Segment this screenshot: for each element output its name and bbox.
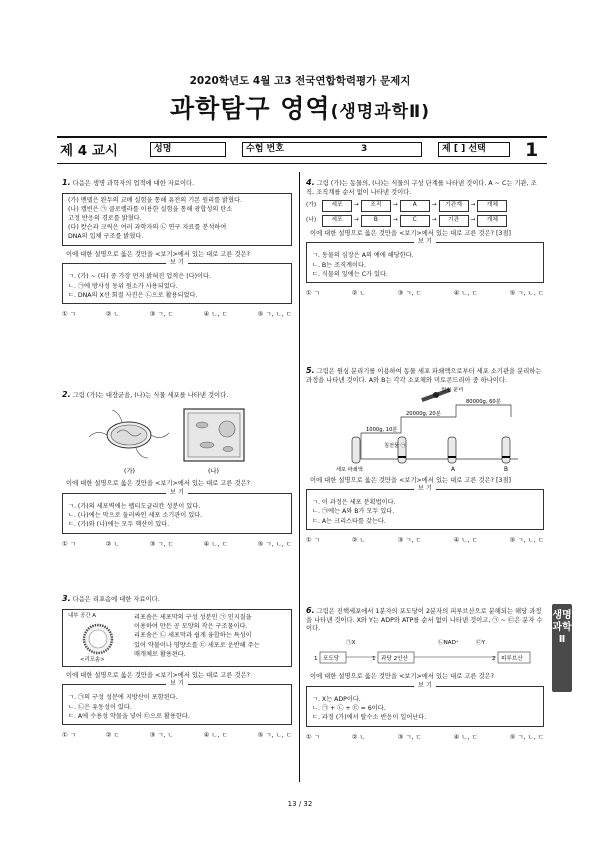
q2-choice-2[interactable]: ② ㄴ [105, 539, 120, 548]
mul-1: 1 [314, 655, 318, 662]
plant-cell-image [184, 409, 244, 461]
q3-choices [62, 731, 292, 740]
q2-choice-4[interactable]: ④ ㄴ, ㄷ [203, 539, 228, 548]
q3-choice-5[interactable]: ⑤ ㄱ, ㄴ, ㄷ [257, 731, 292, 740]
fructose-label: 과당 2인산 [381, 655, 408, 662]
q6-choices [306, 733, 544, 742]
info-rule [57, 163, 547, 164]
q2-choices [62, 540, 292, 549]
q6-choice-1[interactable]: ① ㄱ [306, 732, 320, 741]
q1-bogi: 보 기 ㄱ. (가) ~ (다) 중 가장 먼저 밝혀진 업적은 (다)이다. ㄴ. ㉠에 방사성 동위 원소가 사용되었다. ㄷ. DNA의 X선 회절 사진은 ㉡으로 활용되었다. [62, 263, 292, 304]
choice-field: 제 [ ] 선택 [438, 142, 510, 157]
q6-choice-3[interactable]: ③ ㄱ, ㄷ [397, 732, 422, 741]
centrifuge-figure [306, 387, 544, 473]
x-label: ㉠X [346, 639, 356, 646]
liposome-image [68, 621, 128, 661]
q5-choice-5[interactable]: ⑤ ㄱ, ㄴ, ㄷ [509, 536, 544, 545]
question-4: 4. 그림 (가)는 동물의, (나)는 식물의 구성 단계를 나타낸 것이다. A ~ C는 기관, 조직, 조직계를 순서 없이 나타낸 것이다. (가) 세포 → 조직 → A → 기관계 → 개체 (나) 세포 → B → C → 기관 → 개체 이에 대한 설명으로 옳은 것만을 <보기>에서 있는 대로 고른 것은? [3점] 보 기 ㄱ. 동물의 심장은 A의 예에 해당한다. ㄴ. B는 조직계이다. ㄷ. 식물의 잎에는 C가 있다. ① ㄱ ② ㄴ ③ ㄱ, ㄷ ④ ㄴ, ㄷ ⑤ ㄱ, ㄴ, ㄷ [306, 178, 544, 298]
q6-choice-5[interactable]: ⑤ ㄱ, ㄴ, ㄷ [509, 732, 544, 741]
q2-bogi: 보 기 ㄱ. (가)의 세포벽에는 펩티도글리칸 성분이 있다. ㄴ. (나)에는 막으로 둘러싸인 세포 소기관이 있다. ㄷ. (가)와 (나)에는 모두 핵산이 있다. [62, 493, 292, 534]
centrifuge-label: 원심 분리 [441, 387, 464, 394]
period-label: 제 4 교시 [60, 143, 118, 159]
figure-label-b: (나) [208, 467, 219, 475]
q6-choice-2[interactable]: ② ㄴ [351, 732, 366, 741]
exam-line: 2020학년도 4월 고3 전국연합학력평가 문제지 [189, 75, 411, 87]
q6-choice-4[interactable]: ④ ㄴ, ㄷ [453, 732, 478, 741]
q2-choice-1[interactable]: ① ㄱ [62, 539, 76, 548]
q4-choices [306, 289, 544, 298]
q1-choice-5[interactable]: ⑤ ㄱ, ㄴ, ㄷ [257, 310, 292, 319]
question-2: 2. 그림 (가)는 대장균을, (나)는 식물 세포를 나타낸 것이다. (가) (나) 이에 대한 설명으로 옳은 것만을 <보기>에서 있는 대로 고른 것은? 보 기 ㄱ. (가)의 세포벽에는 펩티도글리칸 성분이 있다. ㄴ. (나)에는 막으로 둘러싸인 세포 소기관이 있다. ㄷ. (가)와 (나)에는 모두 핵산이 있다. ① ㄱ ② ㄴ ③ ㄱ, ㄷ ④ ㄴ, ㄷ ⑤ ㄱ, ㄴ, ㄷ [62, 390, 292, 548]
organelle-a-label: A [451, 467, 455, 474]
exam-number-field: 수험 번호 3 [242, 142, 422, 157]
q5-bogi: 보 기 ㄱ. 이 과정은 세포 분획법이다. ㄴ. ㉠에는 A와 B가 모두 있다. ㄷ. A는 크리스타를 갖는다. [306, 489, 544, 530]
q5-choice-3[interactable]: ③ ㄱ, ㄷ [397, 536, 422, 545]
q3-bogi: 보 기 ㄱ. ㉠의 구성 성분에 지방산이 포함된다. ㄴ. ㉡은 유동성이 있다. ㄷ. A에 수용성 약물을 넣어 ㉢으로 활용한다. [62, 684, 292, 725]
mul-2: 2 [492, 655, 496, 662]
bacteria-image [89, 410, 169, 458]
step1-label: 1000g, 10분 [366, 427, 398, 434]
name-field: 성명 [150, 142, 226, 157]
plant-hierarchy-flow: (나) 세포 → B → C → 기관 → 개체 [306, 215, 544, 227]
q5-choices [306, 536, 544, 545]
subject-side-tab: 생명과학Ⅱ [552, 604, 572, 692]
y-label: ㉢Y [476, 639, 486, 646]
q1-choice-4[interactable]: ④ ㄴ, ㄷ [203, 310, 228, 319]
q4-choice-2[interactable]: ② ㄴ [351, 289, 366, 298]
step3-label: 80000g, 60분 [466, 399, 501, 406]
q3-choice-4[interactable]: ④ ㄴ, ㄷ [203, 731, 228, 740]
pellet-label: 침전물 ㉠ [384, 443, 406, 450]
question-1: 1. 다음은 생명 과학자의 업적에 대한 자료이다. (가) 멘델은 완두의 교배 실험을 통해 유전의 기본 원리를 밝혔다. (나) 캘빈은 ㉠ 클로렐라를 이용한 실험을 통해 광합성의 탄소 고정 반응의 경로를 밝혔다. (다) 왓슨과 크릭은 여러 과학자의 ㉡ 연구 자료를 분석하여 DNA의 입체 구조를 밝혔다. 이에 대한 설명으로 옳은 것만을 <보기>에서 있는 대로 고른 것은? 보 기 ㄱ. (가) ~ (다) 중 가장 먼저 밝혀진 업적은 (다)이다. ㄴ. ㉠에 방사성 동위 원소가 사용되었다. ㄷ. DNA의 X선 회절 사진은 ㉡으로 활용되었다. ① ㄱ ② ㄴ ③ ㄱ, ㄷ ④ ㄴ, ㄷ ⑤ ㄱ, ㄴ, ㄷ [62, 178, 292, 319]
q4-choice-4[interactable]: ④ ㄴ, ㄷ [453, 289, 478, 298]
step2-label: 20000g, 20분 [406, 411, 441, 418]
q1-choice-2[interactable]: ② ㄴ [105, 310, 120, 319]
animal-hierarchy-flow: (가) 세포 → 조직 → A → 기관계 → 개체 [306, 200, 544, 212]
page-footer: 13 / 32 [287, 800, 313, 808]
q3-choice-3[interactable]: ③ ㄱ, ㄴ [149, 731, 174, 740]
glucose-label: 포도당 [323, 655, 340, 662]
question-6: 6. 그림은 진핵세포에서 1분자의 포도당이 2분자의 피루브산으로 분해되는 해당 과정을 나타낸 것이다. X와 Y는 ADP와 ATP를 순서 없이 나타낸 것이고, ㉠ ~ ㉢은 분자 수이다. ㉠X ㉡NAD⁺ ㉢Y 1 포도당 1 과당 2인산 2 피루브산 이에 대한 설명으로 옳은 것만을 <보기>에서 있는 대로 고른 것은? 보 기 ㄱ. X는 ADP이다. ㄴ. ㉠ + ㉡ + ㉢ = 6이다. ㄷ. 과정 (가)에서 탈수소 반응이 일어난다. ① ㄱ ② ㄴ ③ ㄱ, ㄷ ④ ㄴ, ㄷ ⑤ ㄱ, ㄴ, ㄷ [306, 606, 544, 741]
q5-choice-4[interactable]: ④ ㄴ, ㄷ [453, 536, 478, 545]
header-rule [57, 136, 547, 138]
q3-source-box: 내부 공간 A <리포솜> 리포솜은 세포막의 구성 성분인 ㉠ 인지질을 이용하여 만든 공 모양의 작은 구조물이다. 리포솜은 ㉡ 세포막과 쉽게 융합하는 특성이 있어 약물이나 영양소를 ㉢ 세포로 운반해 주는 매개체로 활용된다. [62, 609, 292, 667]
q1-choices [62, 310, 292, 319]
pyruvate-label: 피루브산 [501, 655, 523, 662]
q1-choice-3[interactable]: ③ ㄱ, ㄷ [149, 310, 174, 319]
column-divider [299, 172, 300, 782]
glycolysis-figure [306, 636, 544, 670]
subject-title: 과학탐구 영역(생명과학Ⅱ) [169, 94, 431, 123]
mul-1b: 1 [372, 655, 376, 662]
q5-choice-2[interactable]: ② ㄴ [351, 536, 366, 545]
organelle-b-label: B [504, 467, 508, 474]
cell-figure [62, 405, 292, 475]
q3-choice-2[interactable]: ② ㄷ [105, 731, 120, 740]
q1-choice-1[interactable]: ① ㄱ [62, 310, 76, 319]
q2-choice-5[interactable]: ⑤ ㄱ, ㄴ, ㄷ [257, 539, 292, 548]
question-3: 3. 다음은 리포솜에 대한 자료이다. 내부 공간 A <리포솜> 리포솜은 세포막의 구성 성분인 ㉠ 인지질을 이용하여 만든 공 모양의 작은 구조물이다. 리포솜은 ㉡ 세포막과 쉽게 융합하는 특성이 있어 약물이나 영양소를 ㉢ 세포로 운반해 주는 매개체로 활용된다. 이에 대한 설명으로 옳은 것만을 <보기>에서 있는 대로 고른 것은? 보 기 ㄱ. ㉠의 구성 성분에 지방산이 포함된다. ㄴ. ㉡은 유동성이 있다. ㄷ. A에 수용성 약물을 넣어 ㉢으로 활용한다. ① ㄱ ② ㄷ ③ ㄱ, ㄴ ④ ㄴ, ㄷ ⑤ ㄱ, ㄴ, ㄷ [62, 594, 292, 740]
q3-choice-1[interactable]: ① ㄱ [62, 731, 76, 740]
lysate-label: 세포 파쇄액 [336, 467, 363, 474]
liposome-figure: 내부 공간 A <리포솜> [68, 613, 130, 663]
page-number: 1 [525, 139, 539, 161]
nad-label: ㉡NAD⁺ [438, 639, 459, 646]
q4-choice-3[interactable]: ③ ㄱ, ㄷ [397, 289, 422, 298]
q1-source-box: (가) 멘델은 완두의 교배 실험을 통해 유전의 기본 원리를 밝혔다. (나) 캘빈은 ㉠ 클로렐라를 이용한 실험을 통해 광합성의 탄소 고정 반응의 경로를 밝혔다. (다) 왓슨과 크릭은 여러 과학자의 ㉡ 연구 자료를 분석하여 DNA의 입체 구조를 밝혔다. [62, 193, 292, 246]
q4-choice-1[interactable]: ① ㄱ [306, 289, 320, 298]
q5-choice-1[interactable]: ① ㄱ [306, 536, 320, 545]
q2-choice-3[interactable]: ③ ㄱ, ㄷ [149, 539, 174, 548]
q6-bogi: 보 기 ㄱ. X는 ADP이다. ㄴ. ㉠ + ㉡ + ㉢ = 6이다. ㄷ. 과정 (가)에서 탈수소 반응이 일어난다. [306, 686, 544, 727]
question-5: 5. 그림은 원심 분리기를 이용하여 동물 세포 파쇄액으로부터 세포 소기관을 분리하는 과정을 나타낸 것이다. A와 B는 각각 소포체와 미토콘드리아 중 하나이다. 원심 분리 1000g, 10분 20000g, 20분 80000g, 60분 세포 파쇄액 침전물 ㉠ A B 이에 대한 설명으로 옳은 것만을 <보기>에서 있는 대로 고른 것은? [3점] 보 기 ㄱ. 이 과정은 세포 분획법이다. ㄴ. ㉠에는 A와 B가 모두 있다. ㄷ. A는 크리스타를 갖는다. ① ㄱ ② ㄴ ③ ㄱ, ㄷ ④ ㄴ, ㄷ ⑤ ㄱ, ㄴ, ㄷ [306, 366, 544, 545]
figure-label-a: (가) [124, 467, 135, 475]
q4-bogi: 보 기 ㄱ. 동물의 심장은 A의 예에 해당한다. ㄴ. B는 조직계이다. ㄷ. 식물의 잎에는 C가 있다. [306, 242, 544, 283]
q4-choice-5[interactable]: ⑤ ㄱ, ㄴ, ㄷ [509, 289, 544, 298]
